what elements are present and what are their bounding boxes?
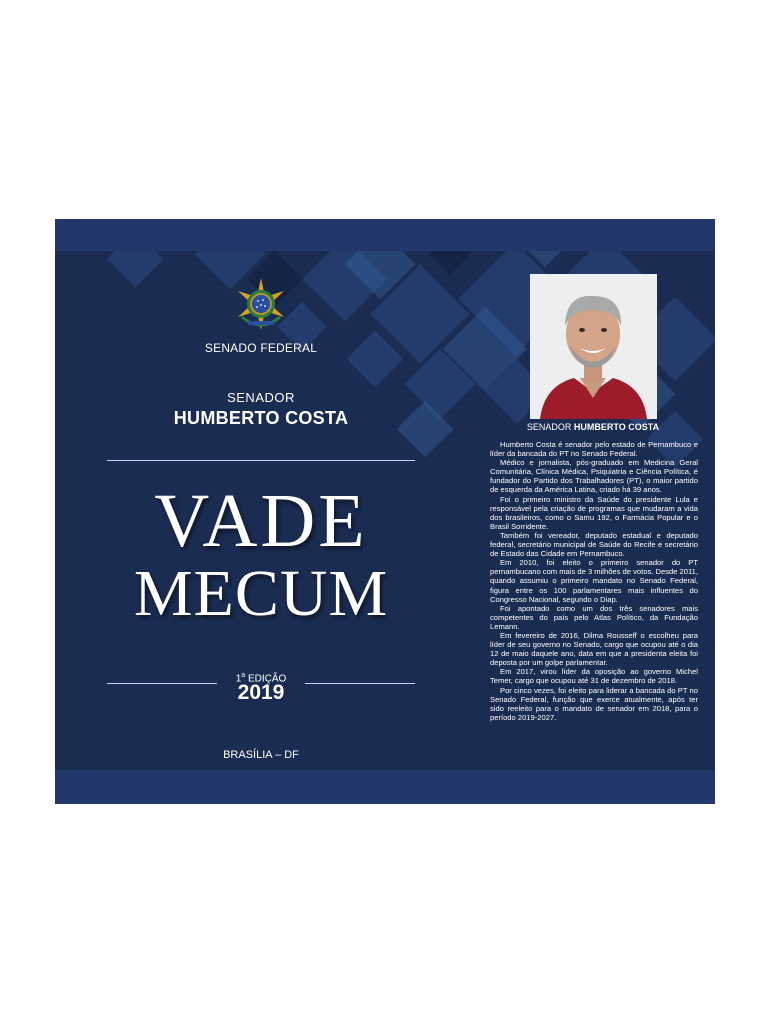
institution-label: SENADO FEDERAL (204, 341, 318, 355)
brazil-coat-of-arms-icon (234, 277, 288, 331)
publication-place: BRASÍLIA – DF (223, 749, 299, 761)
senator-portrait (530, 274, 657, 419)
bio-paragraph: Médico e jornalista, pós-graduado em Medicina Geral Comunitária, Clínica Médica, Psiquiatria e Ciência Política, é fundador do Partido dos Trabalhadores (PT), o maior partido de esquerda da América Latina, criado há 39 anos. (490, 458, 698, 495)
bottom-band (55, 770, 715, 804)
edition-label: 1$^a$ EDIÇÃO (235, 672, 287, 685)
author-title: SENADOR (227, 390, 295, 405)
edition-divider-right (305, 683, 415, 684)
edition-year: 2019 (237, 681, 285, 704)
top-band (55, 219, 715, 251)
bio-paragraph: Também foi vereador, deputado estadual e deputado federal, secretário municipal de Saúde do Recife e secretário de Estado das Cidade em Pernambuco. (490, 530, 698, 559)
bio-paragraph: Foi apontado como um dos três senadores mais competentes do país pelo Atlas Político, da Fundação Lemann. (490, 603, 698, 631)
bio-paragraph: Em fevereiro de 2016, Dilma Rousseff o escolheu para líder de seu governo no Senado, cargo que ocupou até o dia 12 de maio daquele ano, data em que a presidenta eleita foi deposta por um golpe parlamentar. (490, 630, 698, 668)
bio-paragraph: Por cinco vezes, foi eleito para liderar a bancada do PT no Senado Federal, função que exerce atualmente, após ter sido reeleito para o mandato de senador em 2018, para o período 2019-2027. (490, 685, 698, 722)
author-biography (490, 440, 698, 722)
bio-paragraph: Em 2017, virou líder da oposição ao governo Michel Temer, cargo que ocupou até 31 de dezembro de 2018. (490, 667, 698, 686)
portrait-caption: SENADOR HUMBERTO COSTA (526, 422, 660, 432)
author-name: HUMBERTO COSTA (173, 408, 349, 428)
top-divider (107, 460, 415, 461)
book-cover-spread (55, 219, 715, 804)
title-line-1: VADE (154, 479, 368, 563)
title-line-2: MECUM (133, 557, 389, 630)
bio-paragraph: Humberto Costa é senador pelo estado de Pernambuco e líder da bancada do PT no Senado Federal. (490, 440, 698, 459)
bio-paragraph: Foi o primeiro ministro da Saúde do presidente Lula e responsável pela criação de programas que mudaram a vida dos brasileiros, como o Samu 192, o Farmácia Popular e o Brasil Sorridente. (490, 494, 698, 531)
bio-paragraph: Em 2010, foi eleito o primeiro senador do PT pernambucano com mais de 3 milhões de votos. Desde 2011, quando assumiu o primeiro mandato no Senado Federal, figura entre os 100 parlamentares mais influentes do Congresso Nacional, segundo o Diap. (490, 558, 698, 604)
edition-divider-left (107, 683, 217, 684)
